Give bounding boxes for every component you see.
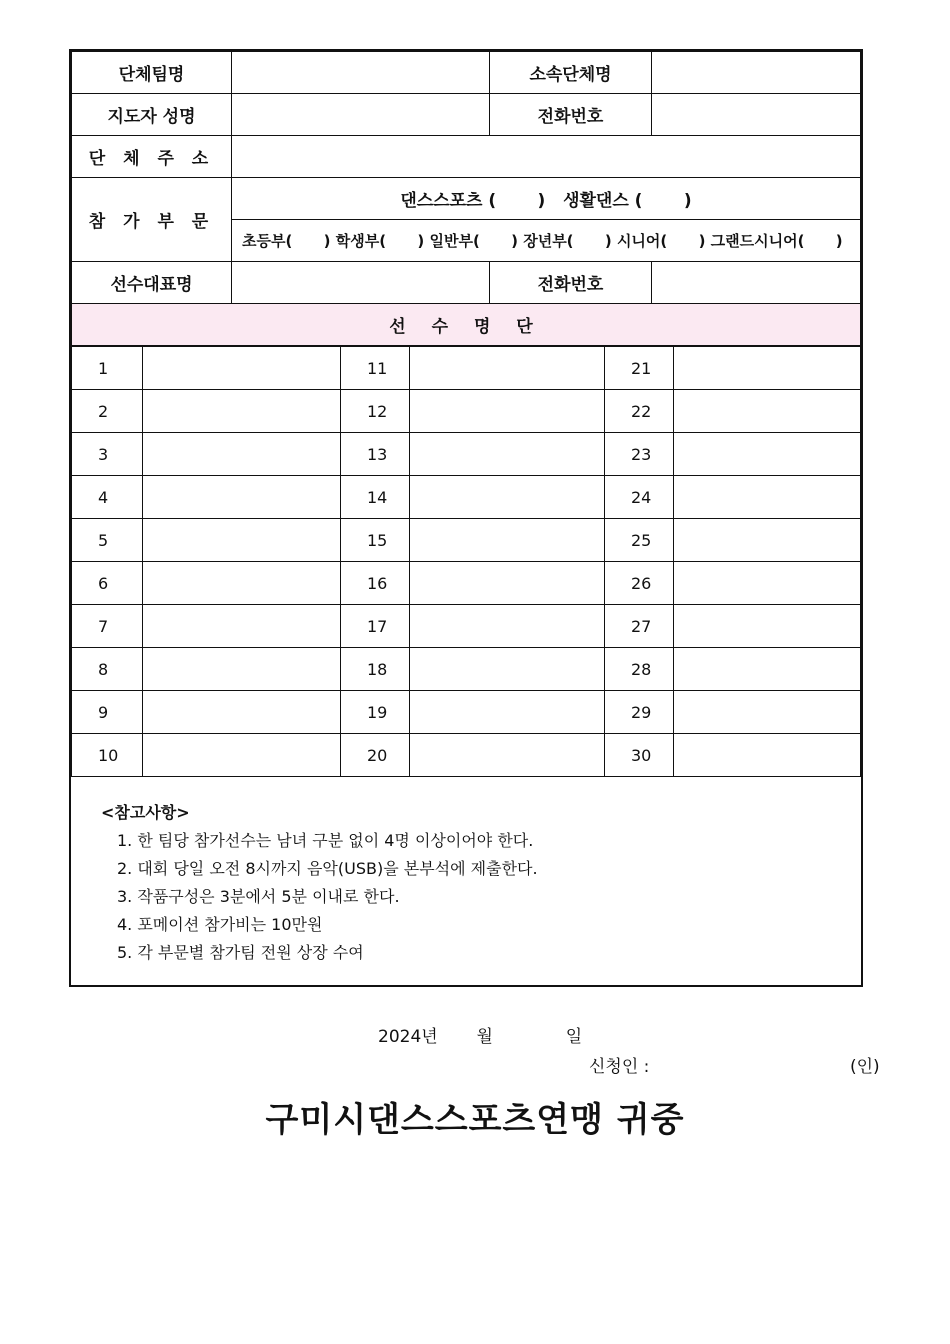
player-number: 1 [72,347,143,390]
table-row [72,605,861,648]
address-label: 단 체 주 소 [72,136,232,178]
notes-section [71,777,861,985]
player-name-field[interactable] [143,691,341,734]
date-month: 월 [476,1027,493,1047]
roster-title: 선 수 명 단 [72,304,861,346]
player-number: 18 [341,648,410,691]
note-item: 1. 한 팀당 참가선수는 남녀 구분 없이 4명 이상이어야 한다. [117,831,534,850]
leader-phone-field[interactable] [652,94,861,136]
player-name-field[interactable] [410,433,605,476]
player-name-field[interactable] [410,390,605,433]
player-number: 5 [72,519,143,562]
player-name-field[interactable] [410,734,605,777]
leader-name-field[interactable] [232,94,490,136]
table-row [72,691,861,734]
player-number: 28 [605,648,674,691]
application-date [378,1022,582,1047]
roster-table [71,346,861,777]
player-name-field[interactable] [674,476,861,519]
player-number: 9 [72,691,143,734]
application-form [69,49,863,987]
player-number: 24 [605,476,674,519]
seal-label: (인) [850,1057,880,1077]
note-item: 3. 작품구성은 3분에서 5분 이내로 한다. [117,887,400,906]
player-name-field[interactable] [410,605,605,648]
note-item: 5. 각 부문별 참가팀 전원 상장 수여 [117,943,364,962]
player-number: 3 [72,433,143,476]
table-row [72,519,861,562]
player-name-field[interactable] [410,691,605,734]
player-number: 23 [605,433,674,476]
player-name-field[interactable] [674,433,861,476]
player-number: 2 [72,390,143,433]
team-name-field[interactable] [232,52,490,94]
player-number: 26 [605,562,674,605]
player-name-field[interactable] [674,691,861,734]
player-number: 20 [341,734,410,777]
division-main-options[interactable]: 댄스스포츠 ( ) 생활댄스 ( ) [232,178,861,220]
player-number: 16 [341,562,410,605]
table-row [72,648,861,691]
player-number: 4 [72,476,143,519]
player-name-field[interactable] [674,734,861,777]
player-name-field[interactable] [410,476,605,519]
player-name-field[interactable] [674,519,861,562]
player-name-field[interactable] [674,390,861,433]
player-number: 13 [341,433,410,476]
player-name-field[interactable] [143,390,341,433]
info-table [71,51,861,346]
player-number: 12 [341,390,410,433]
team-name-label: 단체팀명 [72,52,232,94]
player-name-field[interactable] [143,347,341,390]
affiliation-field[interactable] [652,52,861,94]
player-name-field[interactable] [143,519,341,562]
player-name-field[interactable] [674,648,861,691]
player-number: 10 [72,734,143,777]
player-name-field[interactable] [143,476,341,519]
player-name-field[interactable] [674,605,861,648]
player-name-field[interactable] [143,562,341,605]
table-row [72,734,861,777]
player-number: 15 [341,519,410,562]
player-number: 7 [72,605,143,648]
rep-name-label: 선수대표명 [72,262,232,304]
player-number: 19 [341,691,410,734]
table-row [72,562,861,605]
table-row [72,390,861,433]
notes-title: <참고사항> [101,803,190,822]
affiliation-label: 소속단체명 [490,52,652,94]
table-row [72,476,861,519]
player-name-field[interactable] [410,562,605,605]
player-name-field[interactable] [143,433,341,476]
rep-phone-label: 전화번호 [490,262,652,304]
date-year: 2024년 [378,1027,438,1047]
applicant-label: 신청인 : [589,1057,650,1077]
table-row [72,347,861,390]
player-number: 27 [605,605,674,648]
player-number: 8 [72,648,143,691]
player-name-field[interactable] [410,648,605,691]
player-name-field[interactable] [410,519,605,562]
player-number: 29 [605,691,674,734]
player-number: 17 [341,605,410,648]
player-number: 21 [605,347,674,390]
player-name-field[interactable] [674,562,861,605]
note-item: 4. 포메이션 참가비는 10만원 [117,915,323,934]
leader-name-label: 지도자 성명 [72,94,232,136]
player-number: 22 [605,390,674,433]
player-number: 25 [605,519,674,562]
division-sub-options[interactable]: 초등부( ) 학생부( ) 일반부( ) 장년부( ) 시니어( ) 그랜드시니어( ) [232,220,861,262]
rep-name-field[interactable] [232,262,490,304]
table-row [72,433,861,476]
player-name-field[interactable] [143,605,341,648]
player-number: 30 [605,734,674,777]
division-label: 참 가 부 문 [72,178,232,262]
player-number: 6 [72,562,143,605]
player-name-field[interactable] [674,347,861,390]
player-name-field[interactable] [143,734,341,777]
player-number: 11 [341,347,410,390]
player-name-field[interactable] [410,347,605,390]
player-name-field[interactable] [143,648,341,691]
date-day: 일 [565,1027,583,1047]
player-number: 14 [341,476,410,519]
address-field[interactable] [232,136,861,178]
leader-phone-label: 전화번호 [490,94,652,136]
rep-phone-field[interactable] [652,262,861,304]
organization-name: 구미시댄스스포츠연맹 귀중 [265,1100,685,1140]
note-item: 2. 대회 당일 오전 8시까지 음악(USB)을 본부석에 제출한다. [117,859,538,878]
